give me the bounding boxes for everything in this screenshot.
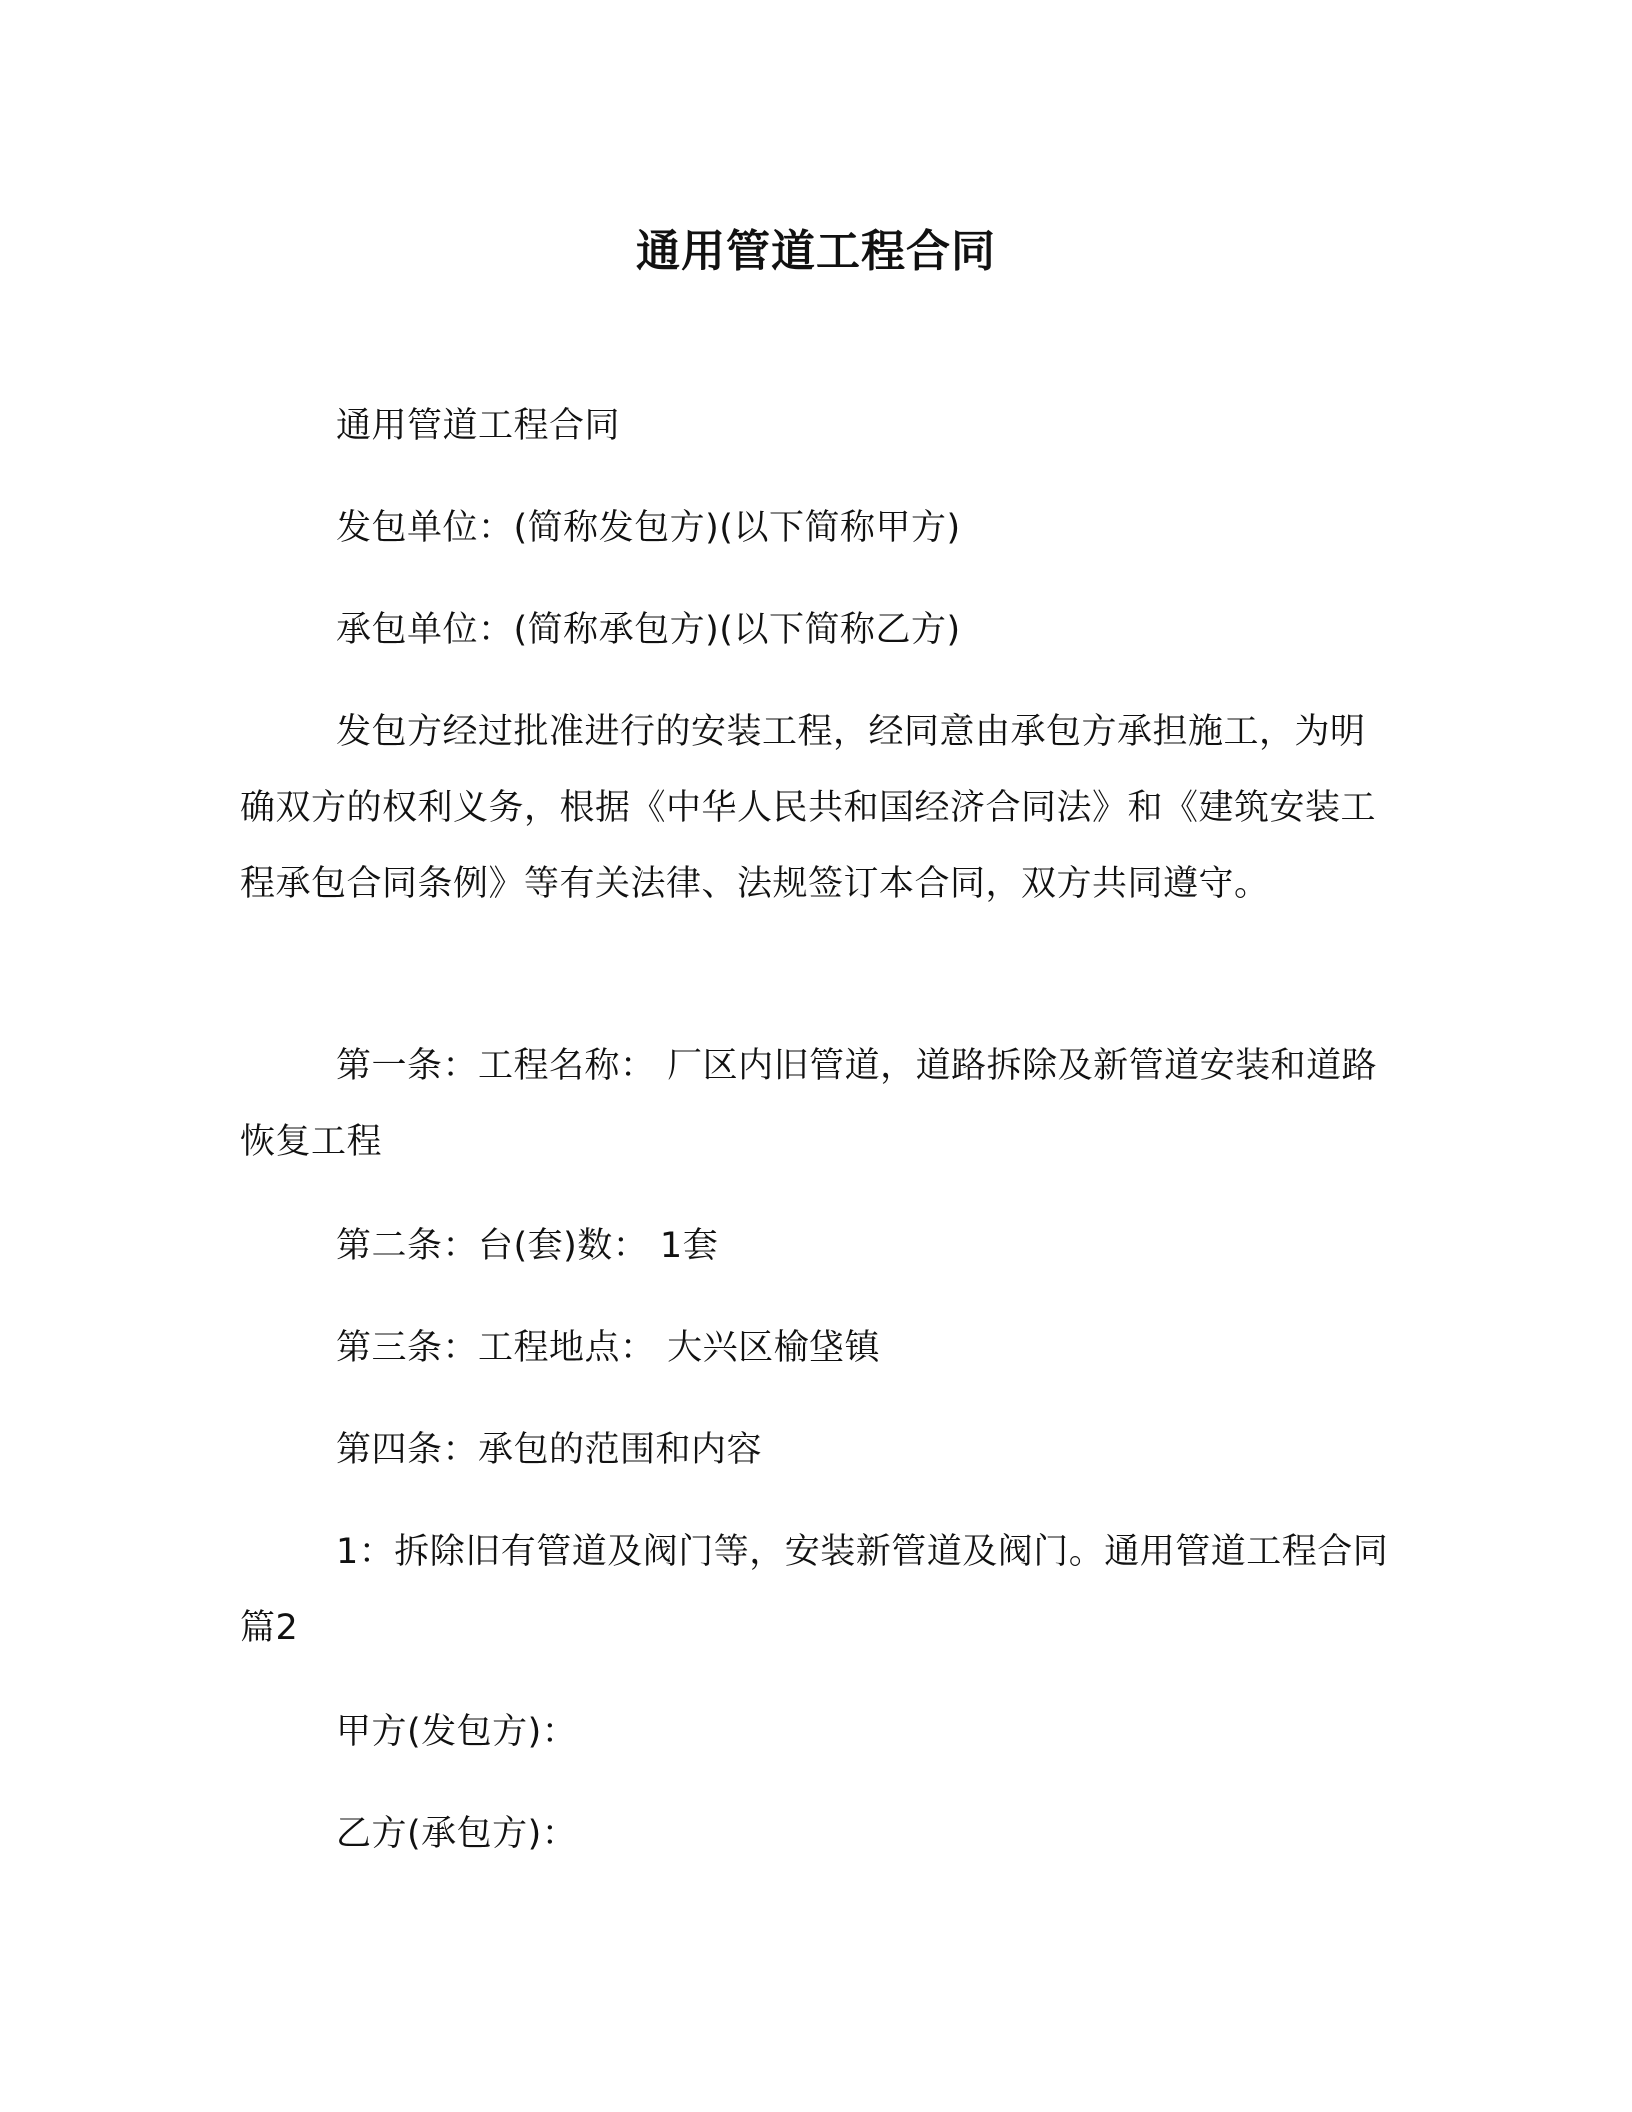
document-title: 通用管道工程合同 [636,226,996,277]
paragraph-heading: 通用管道工程合同 [336,406,621,446]
paragraph-party-a: 甲方(发包方)： [336,1712,578,1752]
paragraph-scope-item-1: 1：拆除旧有管道及阀门等，安装新管道及阀门。通用管道工程合同 篇2 [240,1532,1389,1648]
paragraph-article-4: 第四条：承包的范围和内容 [336,1430,763,1470]
paragraph-employer: 发包单位：(简称发包方)(以下简称甲方) [336,508,961,548]
paragraph-article-3: 第三条：工程地点： 大兴区榆垡镇 [336,1328,881,1368]
paragraph-article-1: 第一条：工程名称： 厂区内旧管道，道路拆除及新管道安装和道路恢复工程 [240,1046,1378,1162]
paragraph-preamble: 发包方经过批准进行的安装工程，经同意由承包方承担施工，为明确双方的权利义务，根据《中华人民共和国经济合同法》和《建筑安装工程承包合同条例》等有关法律、法规签订本合同，双方共同遵守。 [240,712,1377,904]
paragraph-contractor: 承包单位：(简称承包方)(以下简称乙方) [336,610,961,650]
paragraph-party-b: 乙方(承包方)： [336,1814,578,1854]
paragraph-article-2: 第二条：台(套)数： 1套 [336,1226,719,1266]
